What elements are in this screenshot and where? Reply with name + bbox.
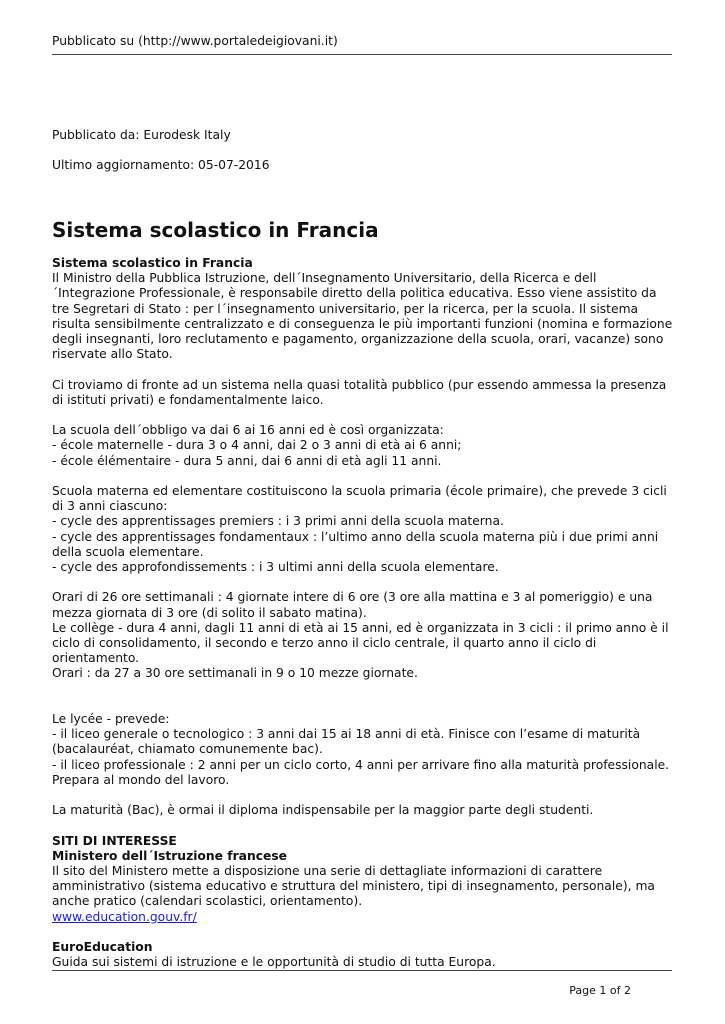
site-link-row	[52, 910, 677, 925]
paragraph-bac: La maturità (Bac), è ormai il diploma indispensabile per la maggior parte degli studenti.	[52, 803, 594, 818]
list-item: - école élémentaire - dura 5 anni, dai 6 anni di età agli 11 anni.	[52, 453, 442, 468]
article-body	[52, 256, 677, 970]
page-title: Sistema scolastico in Francia	[52, 218, 379, 242]
paragraph-public-system: Ci troviamo di fronte ad un sistema nella quasi totalità pubblico (pur essendo ammessa la presenza di istituti privati) e fondamentalmente laico.	[52, 377, 667, 407]
paragraph-college-hours: Orari : da 27 a 30 ore settimanali in 9 o 10 mezze giornate.	[52, 666, 418, 681]
list-item: - cycle des apprentissages premiers : i 3 primi anni della scuola materna.	[52, 514, 504, 529]
footer-rule	[52, 970, 672, 971]
site-title-ministry: Ministero dell´Istruzione francese	[52, 848, 288, 863]
page-number: Page 1 of 2	[569, 984, 631, 997]
sites-heading: SITI DI INTERESSE	[52, 833, 177, 848]
site-title-euroeducation: EuroEducation	[52, 940, 153, 955]
list-item: - cycle des approfondissements : i 3 ultimi anni della scuola elementare.	[52, 560, 499, 575]
list-item: - il liceo generale o tecnologico : 3 anni dai 15 ai 18 anni di età. Finisce con l’esame di maturità (bacalauréat, chiamato comunemente bac).	[52, 727, 641, 757]
list-item: - cycle des apprentissages fondamentaux : l’ultimo anno della scuola materna più i due primi anni della scuola elementare.	[52, 529, 659, 559]
paragraph-college: Le collège - dura 4 anni, dagli 11 anni di età ai 15 anni, ed è organizzata in 3 cicli : il primo anno è il ciclo di consolidamento, il secondo e terzo anno il ciclo centrale, il quarto anno il ciclo di orientamento.	[52, 620, 669, 666]
site-description-euroeducation: Guida sui sistemi di istruzione e le opportunità di studio di tutta Europa.	[52, 955, 496, 970]
list-item: - école maternelle - dura 3 o 4 anni, dai 2 o 3 anni di età ai 6 anni;	[52, 438, 462, 453]
site-description-ministry: Il sito del Ministero mette a disposizione una serie di dettagliate informazioni di carattere amministrativo (sistema educativo e struttura del ministero, tipi di insegnamento, personale), ma anche pratico (calendari scolastici, orientamento).	[52, 864, 655, 909]
published-on-text: Pubblicato su (http://www.portaledeigiovani.it)	[52, 34, 338, 48]
site-link-ministry[interactable]: www.education.gouv.fr/	[52, 909, 197, 924]
paragraph-compulsory-intro: La scuola dell´obbligo va dai 6 ai 16 anni ed è così organizzata:	[52, 423, 444, 438]
paragraph-primary-intro: Scuola materna ed elementare costituiscono la scuola primaria (école primaire), che prevede 3 cicli di 3 anni ciascuno:	[52, 484, 667, 514]
list-item: - il liceo professionale : 2 anni per un ciclo corto, 4 anni per arrivare fino alla maturità professionale. Prepara al mondo del lavoro.	[52, 757, 670, 787]
published-by: Pubblicato da: Eurodesk Italy	[52, 128, 231, 142]
paragraph-hours: Orari di 26 ore settimanali : 4 giornate intere di 6 ore (3 ore alla mattina e 3 al pomeriggio) e una mezza giornata di 3 ore (di solito il sabato matina).	[52, 590, 653, 620]
page-header	[52, 33, 672, 55]
article-subtitle: Sistema scolastico in Francia	[52, 256, 253, 270]
paragraph-ministry: Il Ministro della Pubblica Istruzione, dell´Insegnamento Universitario, della Ricerca e dell´Integrazione Professionale, è responsabile diretto della politica educativa. Esso viene assistito da tre Segretari di Stato : per l´insegnamento universitario, per la ricerca, per la scuola. Il sistema risulta sensibilmente centralizzato e di conseguenza le più importanti funzioni (nomina e formazione degli insegnanti, loro reclutamento e pagamento, organizzazione della scuola, orari, vacanze) sono riservate allo Stato.	[52, 271, 673, 362]
last-update: Ultimo aggiornamento: 05-07-2016	[52, 158, 270, 172]
paragraph-lycee-intro: Le lycée - prevede:	[52, 712, 170, 727]
